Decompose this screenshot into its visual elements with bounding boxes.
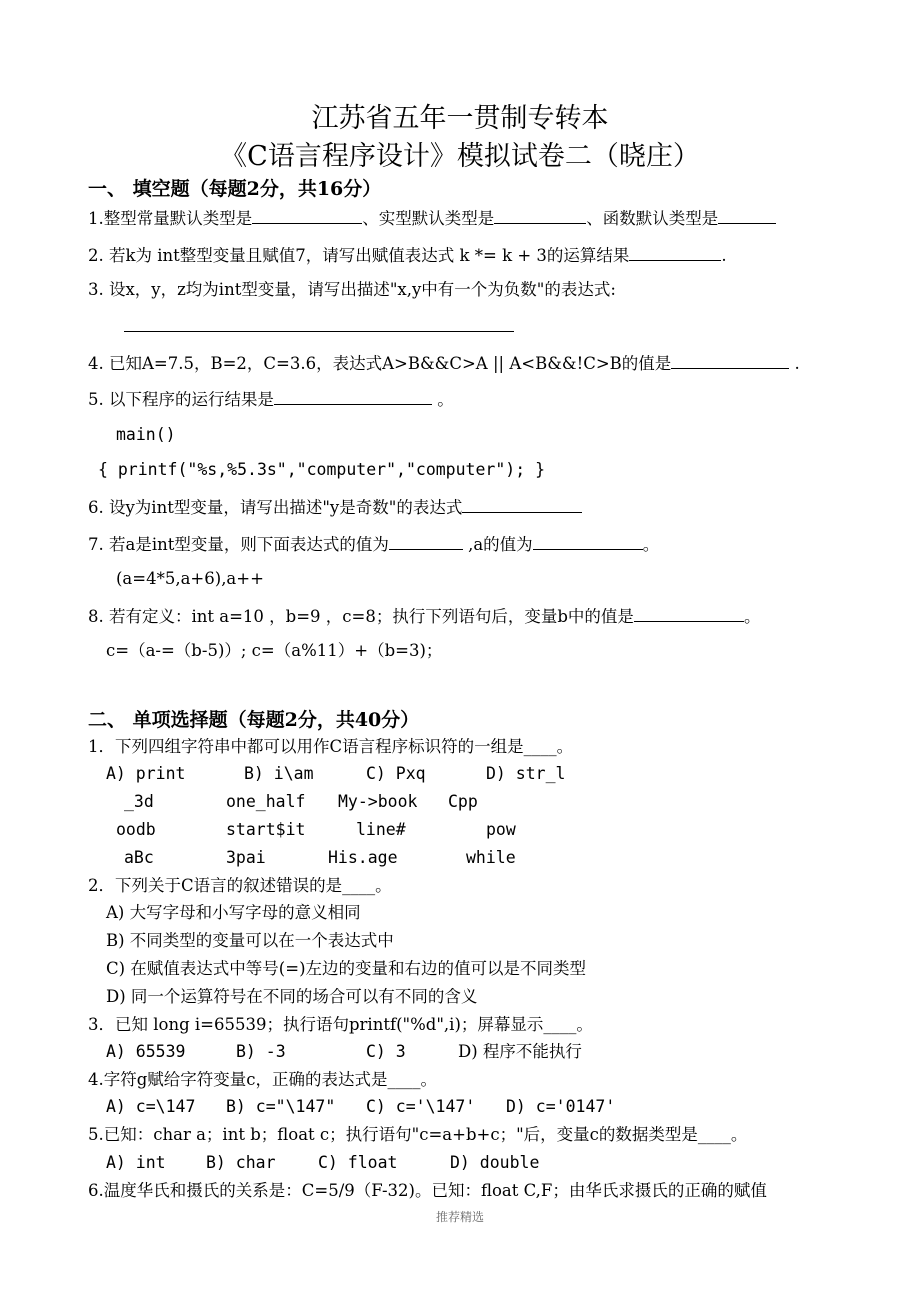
fill-q7-end: 。 xyxy=(642,535,660,554)
choice-q4-option-a: A) c=\147 xyxy=(106,1097,196,1116)
choice-q1-cell: while xyxy=(466,848,516,867)
choice-q2-option-b: B) 不同类型的变量可以在一个表达式中 xyxy=(106,931,394,950)
choice-q1-cell: _3d xyxy=(124,792,154,811)
fill-q5-code2: { printf("%s,%5.3s","computer","computer"); } xyxy=(98,460,546,479)
fill-blank xyxy=(462,496,582,513)
fill-q8 xyxy=(88,605,760,627)
choice-q3-option-d: D) 程序不能执行 xyxy=(458,1042,582,1061)
fill-q7-code: (a=4*5,a+6),a++ xyxy=(116,569,264,588)
fill-blank xyxy=(274,388,432,405)
choice-q3-option-c: C) 3 xyxy=(366,1042,406,1061)
fill-blank xyxy=(494,207,586,224)
choice-q1-cell: Cpp xyxy=(448,792,478,811)
choice-q5-option-b: B) char xyxy=(206,1153,276,1172)
exam-title-line2: 《C语言程序设计》模拟试卷二（晓庄） xyxy=(220,141,700,172)
fill-q1-text-b: 、实型默认类型是 xyxy=(362,209,495,228)
choice-q4-stem: 4.字符g赋给字符变量c，正确的表达式是____。 xyxy=(88,1070,438,1089)
fill-blank xyxy=(634,605,744,622)
fill-q5-text: 5. 以下程序的运行结果是 xyxy=(88,390,274,409)
fill-blank xyxy=(252,207,362,224)
fill-q2-end: . xyxy=(721,246,727,265)
choice-q1-stem: 1．下列四组字符串中都可以用作C语言程序标识符的一组是____。 xyxy=(88,737,574,756)
choice-q1-cell: A) print xyxy=(106,764,186,783)
choice-q1-cell: pow xyxy=(486,820,516,839)
fill-q8-code: c=（a-=（b-5)）; c=（a%11）+（b=3)； xyxy=(106,641,443,660)
fill-q4-text: 4. 已知A=7.5，B=2，C=3.6，表达式A>B&&C>A || A<B&&!C>B的值是 xyxy=(88,354,672,373)
choice-q4-option-b: B) c="\147" xyxy=(226,1097,336,1116)
fill-blank xyxy=(671,352,789,369)
choice-q1-cell: start$it xyxy=(226,820,306,839)
choice-q1-cell: C) Pxq xyxy=(366,764,426,783)
choice-q5-option-a: A) int xyxy=(106,1153,166,1172)
fill-q5-end: 。 xyxy=(432,390,454,409)
choice-q2-option-c: C) 在赋值表达式中等号(=)左边的变量和右边的值可以是不同类型 xyxy=(106,959,587,978)
choice-q1-cell: D) str_l xyxy=(486,764,566,783)
choice-q1-cell: B) i\am xyxy=(244,764,314,783)
choice-q5-stem: 5.已知：char a；int b；float c；执行语句"c=a+b+c；"后，变量c的数据类型是____。 xyxy=(88,1125,748,1144)
fill-q4 xyxy=(88,352,800,374)
choice-q4-option-c: C) c='\147' xyxy=(366,1097,476,1116)
choice-q1-cell: line# xyxy=(356,820,406,839)
fill-blank xyxy=(533,533,643,550)
choice-q1-cell: aBc xyxy=(124,848,154,867)
choice-q1-cell: 3pai xyxy=(226,848,266,867)
choice-q4-option-d: D) c='0147' xyxy=(506,1097,616,1116)
choice-q1-cell: His.age xyxy=(328,848,398,867)
fill-q1-text-c: 、函数默认类型是 xyxy=(586,209,719,228)
fill-blank xyxy=(629,244,721,261)
exam-title-line1: 江苏省五年一贯制专转本 xyxy=(311,103,609,134)
fill-blank xyxy=(718,207,776,224)
fill-q7-text-b: ,a的值为 xyxy=(462,535,533,554)
fill-q7-text-a: 7. 若a是int型变量，则下面表达式的值为 xyxy=(88,535,389,554)
choice-q3-option-b: B) -3 xyxy=(236,1042,286,1061)
choice-q3-option-a: A) 65539 xyxy=(106,1042,186,1061)
fill-q6-text: 6. 设y为int型变量，请写出描述"y是奇数"的表达式 xyxy=(88,498,463,517)
choice-q2-stem: 2．下列关于C语言的叙述错误的是____。 xyxy=(88,876,392,895)
fill-blank xyxy=(389,533,463,550)
fill-q1 xyxy=(88,207,776,229)
fill-q6 xyxy=(88,496,582,518)
fill-q2-text: 2. 若k为 int整型变量且赋值7，请写出赋值表达式 k *= k + 3的运算结果 xyxy=(88,246,630,265)
choice-q5-option-c: C) float xyxy=(318,1153,398,1172)
page-footer: 推荐精选 xyxy=(435,1210,484,1224)
choice-q2-option-a: A) 大写字母和小写字母的意义相同 xyxy=(106,903,361,922)
choice-q1-cell: oodb xyxy=(116,820,156,839)
choice-q2-option-d: D) 同一个运算符号在不同的场合可以有不同的含义 xyxy=(106,987,478,1006)
fill-q8-end: 。 xyxy=(743,607,761,626)
choice-q1-cell: My->book xyxy=(338,792,418,811)
fill-blank-long xyxy=(124,331,514,332)
section2-heading: 二、 单项选择题（每题2分，共40分） xyxy=(88,709,420,731)
fill-q3: 3. 设x，y，z均为int型变量，请写出描述"x,y中有一个为负数"的表达式: xyxy=(88,280,616,299)
fill-q5 xyxy=(88,388,454,410)
choice-q6-stem: 6.温度华氏和摄氏的关系是：C=5/9（F-32)。已知：float C,F；由华氏求摄氏的正确的赋值 xyxy=(88,1181,767,1200)
fill-q4-end: . xyxy=(789,354,800,373)
fill-q8-text: 8. 若有定义：int a=10 ，b=9 ，c=8；执行下列语句后，变量b中的值是 xyxy=(88,607,634,626)
choice-q1-cell: one_half xyxy=(226,792,306,811)
fill-q1-text-a: 1.整型常量默认类型是 xyxy=(88,209,253,228)
section1-heading: 一、 填空题（每题2分，共16分） xyxy=(88,178,382,200)
fill-q7 xyxy=(88,533,659,555)
choice-q5-option-d: D) double xyxy=(450,1153,540,1172)
choice-q3-stem: 3．已知 long i=65539；执行语句printf("%d",i)；屏幕显示____。 xyxy=(88,1015,593,1034)
fill-q5-code1: main() xyxy=(116,425,176,444)
fill-q2 xyxy=(88,244,727,266)
